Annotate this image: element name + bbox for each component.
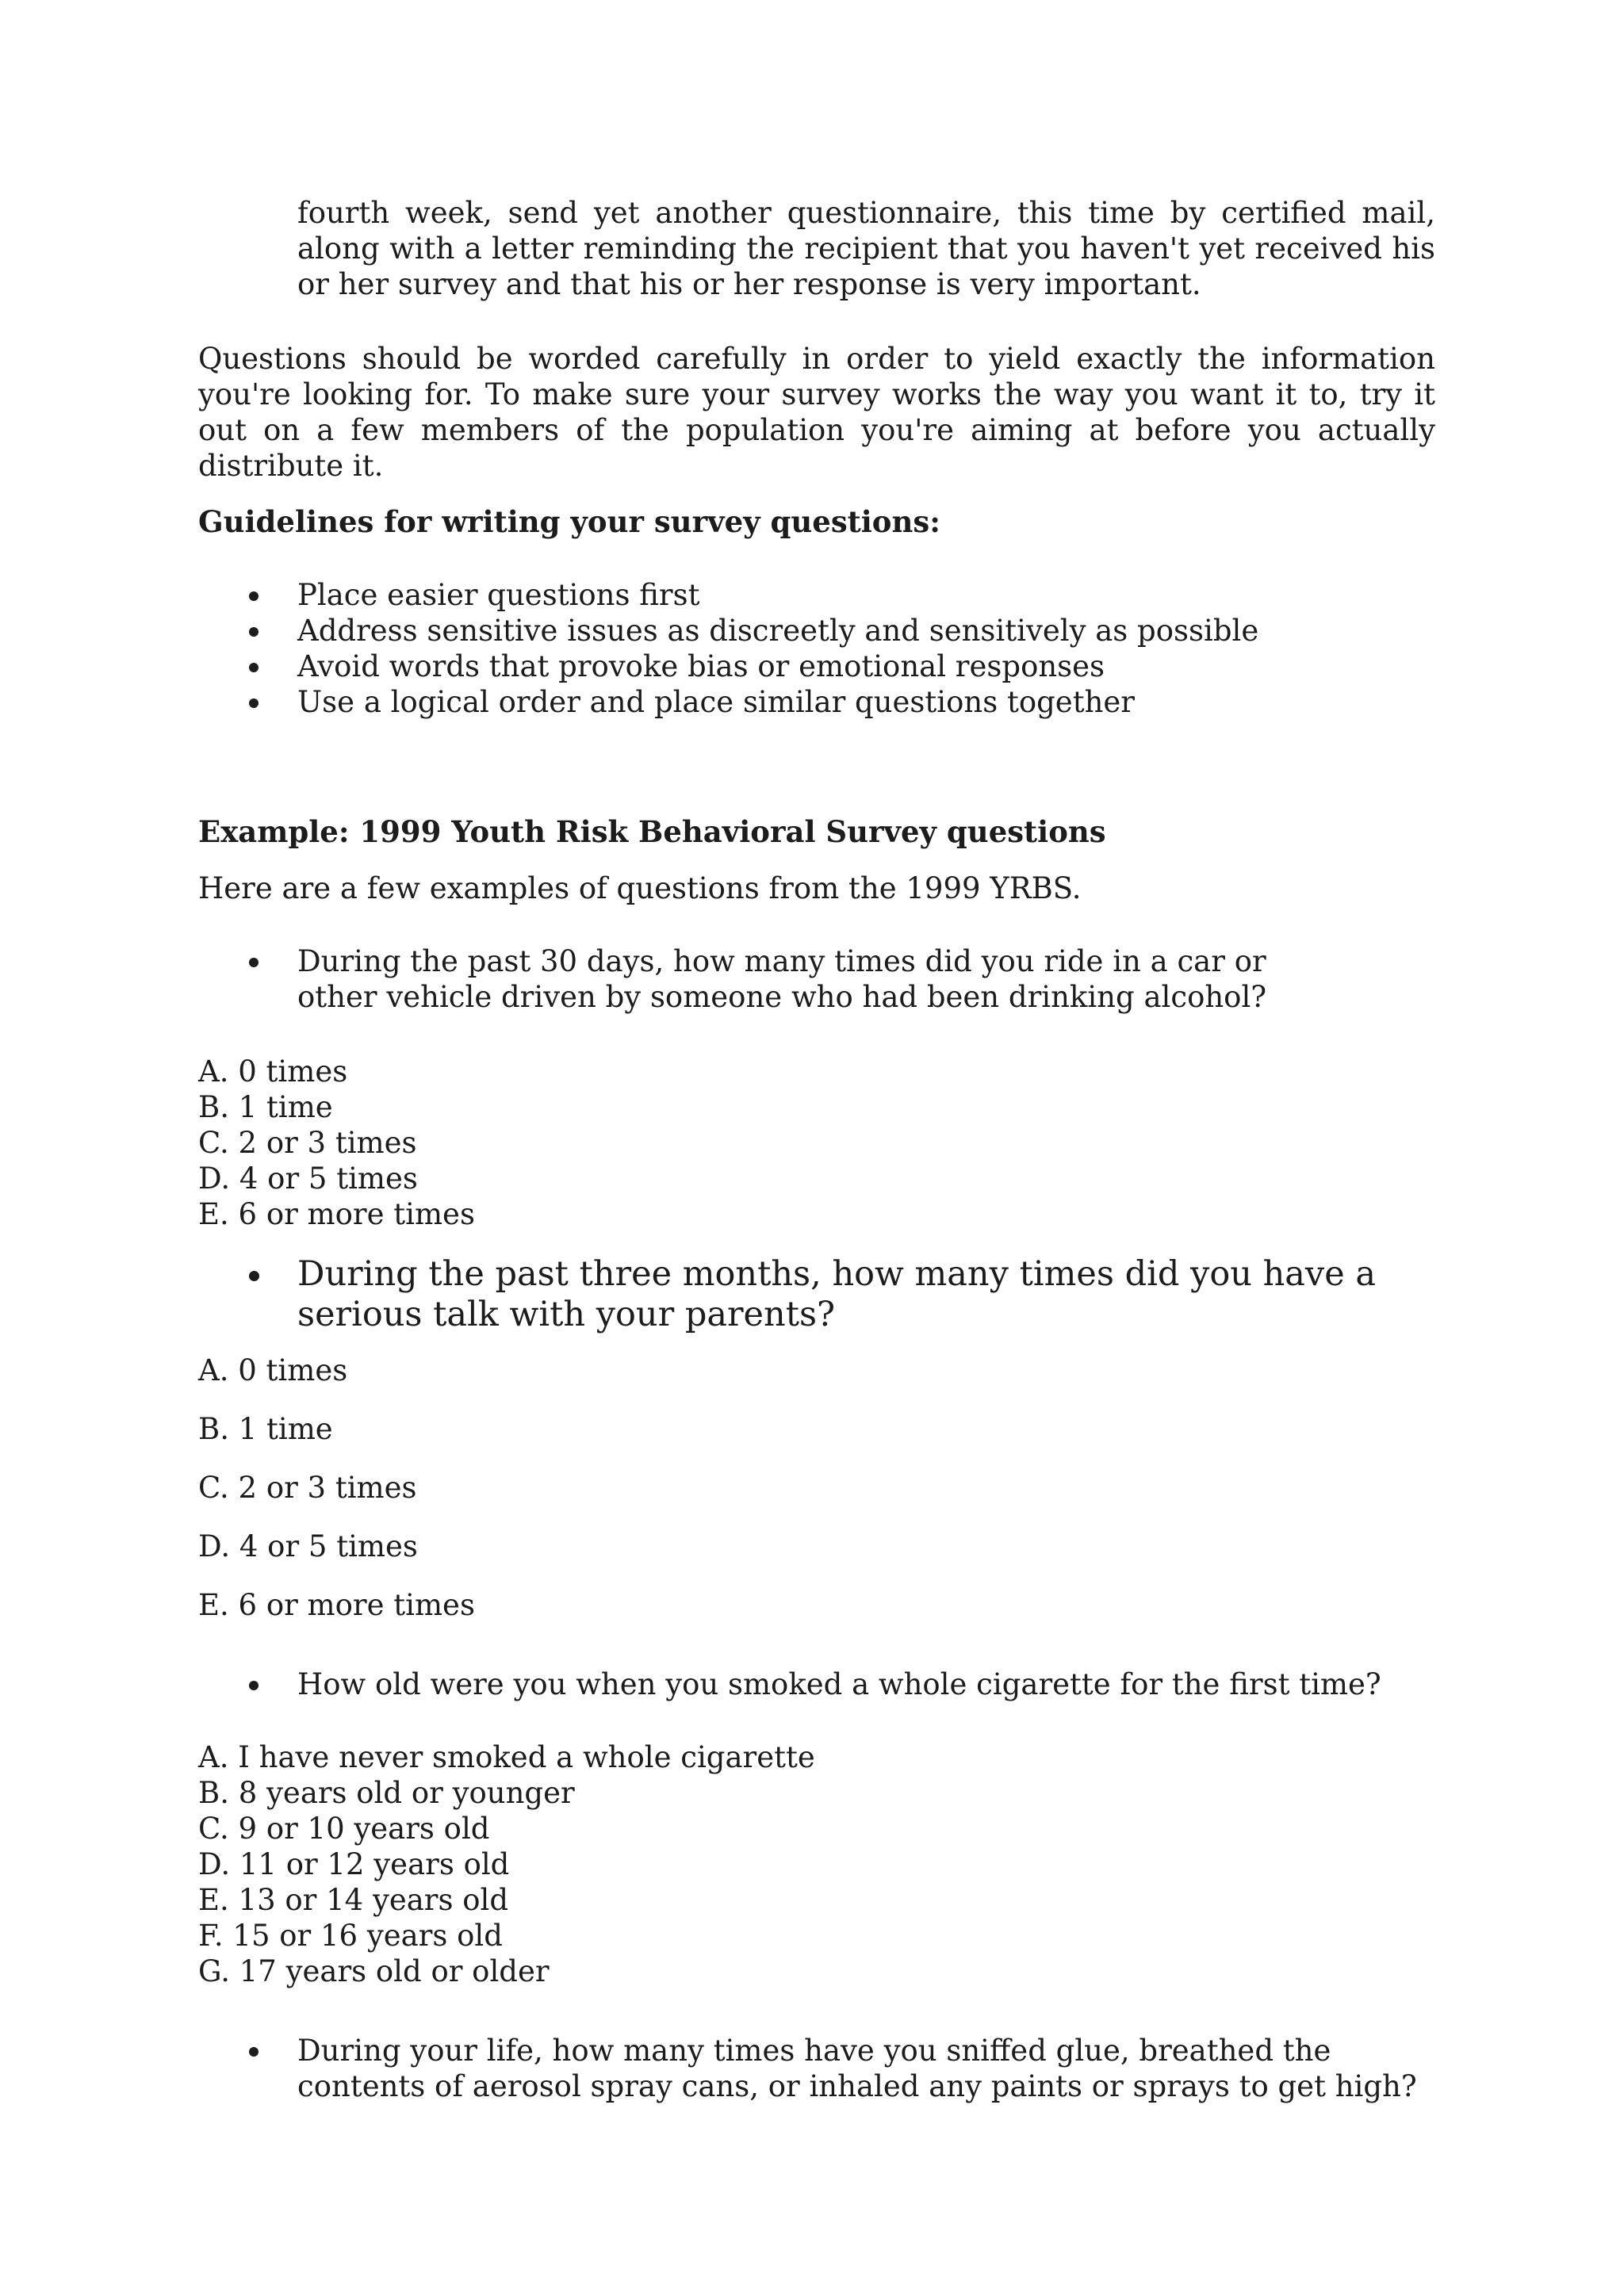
bullet-icon (249, 698, 259, 708)
bullet-icon (249, 627, 259, 637)
question-text: During the past three months, how many times did you have a serious talk with your parents? (198, 1254, 1435, 1335)
bullet-icon (249, 663, 259, 672)
guidelines-heading: Guidelines for writing your survey questions: (198, 504, 940, 539)
list-item: B. 1 time (198, 1412, 333, 1446)
list-item: Address sensitive issues as discreetly and sensitively as possible (198, 613, 1435, 649)
list-item: E. 6 or more times (198, 1197, 475, 1231)
list-item: Place easier questions first (198, 577, 1435, 613)
list-item: C. 2 or 3 times (198, 1471, 417, 1505)
bullet-icon (249, 591, 259, 601)
question-3-options (198, 1739, 1435, 1989)
example-intro: Here are a few examples of questions from the 1999 YRBS. (198, 871, 1082, 905)
list-item: D. 4 or 5 times (198, 1529, 418, 1563)
example-heading: Example: 1999 Youth Risk Behavioral Survey questions (198, 814, 1106, 849)
question-3 (297, 1667, 1435, 1702)
question-1 (297, 943, 1352, 1015)
bullet-icon (249, 2047, 259, 2057)
list-item: A. 0 times (198, 1353, 348, 1387)
list-item: A. 0 times (198, 1054, 348, 1089)
continued-paragraph: fourth week, send yet another questionnaire, this time by certified mail, along with a letter reminding the recipient that you haven't yet received his or her survey and that his or her response is very important. (297, 196, 1435, 301)
list-item: E. 13 or 14 years old (198, 1883, 509, 1917)
question-text: During the past 30 days, how many times did you ride in a car or other vehicle driven by someone who had been drinking alcohol? (198, 943, 1352, 1015)
question-text: How old were you when you smoked a whole cigarette for the first time? (198, 1667, 1435, 1702)
bullet-icon (249, 1681, 259, 1690)
list-item: C. 9 or 10 years old (198, 1812, 490, 1846)
question-2 (297, 1254, 1435, 1335)
list-item: Use a logical order and place similar questions together (198, 684, 1435, 720)
question-text: During your life, how many times have you sniffed glue, breathed the contents of aerosol spray cans, or inhaled any paints or sprays to get high? (198, 2033, 1423, 2104)
bullet-icon (249, 958, 259, 967)
wording-paragraph: Questions should be worded carefully in order to yield exactly the information you're looking for. To make sure your survey works the way you want it to, try it out on a few members of the population you're aiming at before you actually distribute it. (198, 342, 1435, 483)
list-item: B. 1 time (198, 1090, 333, 1124)
guidelines-list (297, 577, 1435, 720)
list-item: F. 15 or 16 years old (198, 1919, 503, 1953)
list-item: E. 6 or more times (198, 1588, 475, 1622)
list-item: G. 17 years old or older (198, 1954, 550, 1988)
list-item: C. 2 or 3 times (198, 1126, 417, 1160)
list-item: Avoid words that provoke bias or emotional responses (198, 649, 1435, 684)
question-1-options (198, 1054, 1435, 1232)
list-item: B. 8 years old or younger (198, 1776, 575, 1810)
list-item: A. I have never smoked a whole cigarette (198, 1740, 815, 1774)
list-item: D. 11 or 12 years old (198, 1847, 510, 1881)
question-4 (297, 2033, 1423, 2104)
list-item: D. 4 or 5 times (198, 1161, 418, 1196)
bullet-icon (249, 1271, 259, 1281)
question-2-options (198, 1353, 1435, 1646)
